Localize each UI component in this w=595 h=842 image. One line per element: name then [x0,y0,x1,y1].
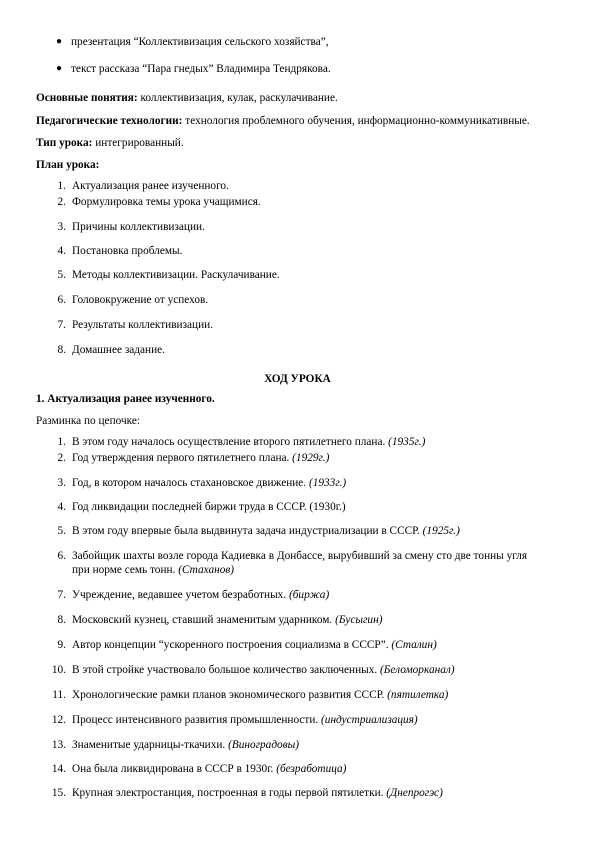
material-text: презентация “Коллективизация сельского хозяйства”, [71,36,329,48]
section-title: 1. Актуализация ранее изученного. [36,393,215,405]
warmup-intro: Разминка по цепочке: [36,415,141,427]
field-value: интегрированный. [92,137,184,149]
field-ped-tech [36,114,530,128]
field-value: технология проблемного обучения, информационно-коммуникативные. [182,115,530,127]
field-label: Основные понятия: [36,92,138,104]
lesson-heading: ХОД УРОКА [264,373,331,385]
field-label: Педагогические технологии: [36,115,183,127]
field-lesson-type [36,136,184,150]
field-basic-concepts [36,91,338,105]
bullet-icon: ● [56,36,63,47]
material-text: текст рассказа “Пара гнедых” Владимира Тендрякова. [71,63,331,75]
field-label: Тип урока: [36,137,93,149]
plan-title: План урока: [36,159,100,171]
field-value: коллективизация, кулак, раскулачивание. [137,92,338,104]
bullet-icon: ● [56,63,63,74]
document-page: ● презентация “Коллективизация сельского хозяйства”, ● текст рассказа “Пара гнедых” Владимира Тендрякова. Основные понятия: коллективизация, кулак, раскулачивание. Педагогические технологии: технология проблемного обучения, информационно-коммуникативные. Тип урока: интегрированный. План урока: 1. Актуализация ранее изученного. 2. Формулировка темы урока учащимися. 3. Причины коллективизации. 4. Постановка проблемы. 5. Методы коллективизации. Раскулачивание. 6. Головокружение от успехов. 7. Результаты коллективизации. 8. Домашнее задание. ХОД УРОКА 1. Актуализация ранее изученного. Разминка по цепочке: 1. В этом году началось осуществление второго пятилетнего плана. (1935г.) 2. Год утверждения первого пятилетнего плана. (1929г.) 3. Год, в котором началось стахановское движение. (1933г.) 4. Год ликвидации последней биржи труда в СССР. (1930г.) 5. В этом году впервые была выдвинута задача индустриализации в СССР. (1925г.) 6. Забойщик шахты возле города Кадиевка в Донбассе, вырубивший за смену сто две тонны угля при норме семь тонн. (Стаханов) 7. Учреждение, ведавшее учетом безработных. (биржа) 8. Московский кузнец, ставший знаменитым ударником. (Бусыгин) 9. Автор концепции “ускоренного построения социализма в СССР”. (Сталин) 10. В этой стройке участвовало большое количество заключенных. (Беломорканал) 11. Хронологические рамки планов экономического развития СССР. (пятилетка) 12. Процесс интенсивного развития промышленности. (индустриализация) 13. Знаменитые ударницы-ткачихи. (Виноградовы) 14. Она была ликвидирована в СССР в 1930г. (безработица) 15. Крупная электростанция, построенная в годы первой пятилетки. (Днепрогэс) [0,0,595,842]
